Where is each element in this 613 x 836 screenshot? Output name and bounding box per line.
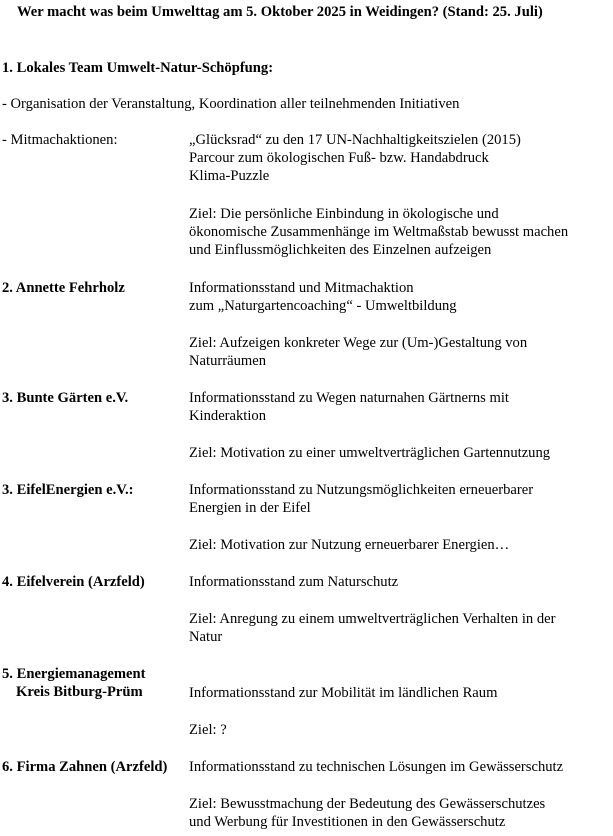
mitmachaktionen-label: - Mitmachaktionen:: [2, 132, 118, 148]
ziel-line: Ziel: ?: [189, 722, 227, 738]
info-line: Informationsstand zum Naturschutz: [189, 574, 399, 590]
entry-ziel: [189, 610, 609, 646]
entry-ziel: [189, 795, 609, 831]
ziel-line: Naturräumen: [189, 353, 266, 369]
info-line: Energien in der Eifel: [189, 500, 311, 516]
info-line: Informationsstand zu technischen Lösungen im Gewässerschutz: [189, 759, 564, 775]
entry-label-firma-zahnen: 6. Firma Zahnen (Arzfeld): [2, 759, 168, 775]
info-line: Informationsstand und Mitmachaktion: [189, 280, 414, 296]
mitmach-line: Klima-Puzzle: [189, 168, 270, 184]
entry-info: [189, 481, 609, 517]
mitmachaktionen-list: [189, 131, 609, 185]
info-line: zum „Naturgartencoaching“ - Umweltbildung: [189, 298, 457, 314]
section1-ziel: [189, 205, 609, 259]
entry-info: [189, 389, 609, 425]
info-line: Informationsstand zu Wegen naturnahen Gärtnerns mit: [189, 390, 509, 406]
entry-info: [189, 573, 609, 591]
page-title: Wer macht was beim Umwelttag am 5. Oktober 2025 in Weidingen? (Stand: 25. Juli): [17, 4, 543, 20]
entry-info: [189, 684, 609, 702]
ziel-line: ökonomische Zusammenhänge im Weltmaßstab bewusst machen: [189, 224, 569, 240]
info-line: Informationsstand zu Nutzungsmöglichkeiten erneuerbarer: [189, 482, 534, 498]
entry-info: [189, 279, 609, 315]
ziel-line: Ziel: Aufzeigen konkreter Wege zur (Um-)Gestaltung von: [189, 335, 528, 351]
entry-label-bunte-gaerten: 3. Bunte Gärten e.V.: [2, 390, 129, 406]
info-line: Kinderaktion: [189, 408, 267, 424]
entry-label-line: 5. Energiemanagement: [2, 666, 146, 682]
entry-info: [189, 758, 609, 776]
entry-label-eifelverein: 4. Eifelverein (Arzfeld): [2, 574, 145, 590]
entry-ziel: [189, 444, 609, 462]
ziel-line: Natur: [189, 629, 223, 645]
ziel-line: Ziel: Motivation zu einer umweltverträglichen Gartennutzung: [189, 445, 551, 461]
entry-ziel: [189, 334, 609, 370]
entry-label-energiemanagement: [2, 665, 145, 701]
entry-label-subline: Kreis Bitburg-Prüm: [16, 684, 143, 700]
organisation-line: - Organisation der Veranstaltung, Koordination aller teilnehmenden Initiativen: [2, 96, 460, 112]
ziel-line: Ziel: Die persönliche Einbindung in ökologische und: [189, 206, 499, 222]
entry-label-eifelenergien: 3. EifelEnergien e.V.:: [2, 482, 134, 498]
ziel-line: Ziel: Motivation zur Nutzung erneuerbarer Energien…: [189, 537, 510, 553]
ziel-line: Ziel: Bewusstmachung der Bedeutung des Gewässerschutzes: [189, 796, 546, 812]
mitmach-line: Parcour zum ökologischen Fuß- bzw. Handabdruck: [189, 150, 489, 166]
entry-ziel: [189, 536, 609, 554]
ziel-line: und Einflussmöglichkeiten des Einzelnen aufzeigen: [189, 242, 492, 258]
ziel-line: und Werbung für Investitionen in den Gewässerschutz: [189, 814, 506, 830]
mitmach-line: „Glücksrad“ zu den 17 UN-Nachhaltigkeitszielen (2015): [189, 132, 521, 148]
ziel-line: Ziel: Anregung zu einem umweltverträglichen Verhalten in der: [189, 611, 556, 627]
entry-label-annette-fehrholz: 2. Annette Fehrholz: [2, 280, 125, 296]
entry-ziel: [189, 721, 609, 739]
section-heading-lokales-team: 1. Lokales Team Umwelt-Natur-Schöpfung:: [2, 60, 274, 76]
info-line: Informationsstand zur Mobilität im ländlichen Raum: [189, 685, 498, 701]
